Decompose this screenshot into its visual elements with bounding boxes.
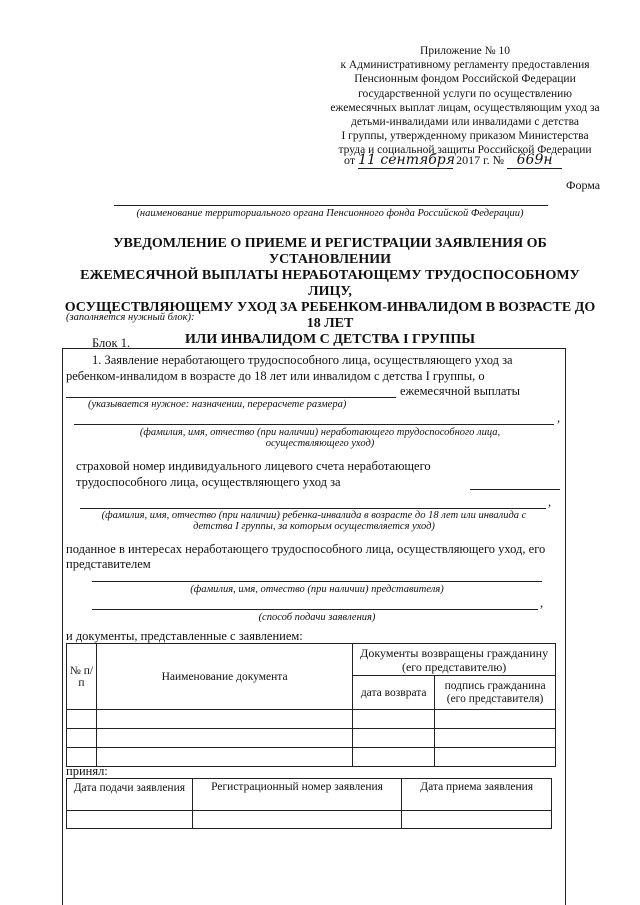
org-name-caption: (наименование территориального органа Пенсионного фонда Российской Федерации) xyxy=(136,208,524,219)
child-name-line xyxy=(80,508,546,509)
submitted-line-a: поданное в интересах неработающего трудоспособного лица, осуществляющего уход, его xyxy=(66,542,546,556)
header-line: труда и социальной защиты Российской Федерации xyxy=(338,144,592,157)
appendix-header xyxy=(320,44,610,158)
comma: , xyxy=(557,411,561,425)
header-line: государственной услуги по осуществлению xyxy=(358,87,572,100)
table-cell[interactable] xyxy=(435,710,556,729)
block-label: Блок 1. xyxy=(92,336,131,350)
table-cell[interactable] xyxy=(67,811,193,829)
table-cell[interactable] xyxy=(96,710,352,729)
snils-line xyxy=(470,489,560,490)
column-header-document-name: Наименование документа xyxy=(96,644,352,710)
submission-method-caption: (способ подачи заявления) xyxy=(258,612,376,623)
block-frame-left xyxy=(62,348,63,905)
caption-line: осуществляющего уход) xyxy=(265,438,375,449)
submitted-line-b: представителем xyxy=(66,557,151,571)
documents-table xyxy=(66,643,556,767)
accepted-label: принял: xyxy=(66,764,108,778)
registration-table xyxy=(66,778,552,829)
snils-line-a: страховой номер индивидуального лицевого счета неработающего xyxy=(76,459,431,473)
block1-line2: ребенком-инвалидом в возрасте до 18 лет или инвалидом с детства I группы, о xyxy=(66,369,485,383)
title-line: ЕЖЕМЕСЯЧНОЙ ВЫПЛАТЫ НЕРАБОТАЮЩЕМУ ТРУДОСПОСОБНОМУ ЛИЦУ, xyxy=(80,268,580,299)
document-title xyxy=(60,236,600,348)
order-date-line xyxy=(344,152,562,169)
date-prefix: от xyxy=(344,153,356,167)
block1-line1: 1. Заявление неработающего трудоспособного лица, осуществляющего уход за xyxy=(92,353,513,367)
caption-line: (фамилия, имя, отчество (при наличии) неработающего трудоспособного лица, xyxy=(139,427,501,438)
column-header-return-date: дата возврата xyxy=(353,676,435,710)
caregiver-name-line xyxy=(74,424,554,425)
payment-type-line xyxy=(66,397,396,398)
table-cell[interactable] xyxy=(67,729,97,748)
table-cell[interactable] xyxy=(67,710,97,729)
representative-name-caption: (фамилия, имя, отчество (при наличии) представителя) xyxy=(190,584,444,595)
table-cell[interactable] xyxy=(435,748,556,767)
fill-note: (заполняется нужный блок): xyxy=(66,312,195,323)
handwritten-number: 669н xyxy=(516,152,553,168)
documents-intro: и документы, представленные с заявлением: xyxy=(66,629,303,643)
table-cell[interactable] xyxy=(353,748,435,767)
payment-type-caption: (указывается нужное: назначении, перерасчете размера) xyxy=(88,399,347,410)
column-header-submit-date: Дата подачи заявления xyxy=(67,779,193,811)
form-label: Форма xyxy=(566,178,601,192)
child-name-caption xyxy=(66,510,562,532)
block1-line3-tail: ежемесячной выплаты xyxy=(400,384,520,398)
block-frame-top xyxy=(62,348,565,349)
header-line: детьми-инвалидами или инвалидами с детства xyxy=(351,116,579,129)
column-header-registration-number: Регистрационный номер заявления xyxy=(192,779,402,811)
comma: , xyxy=(548,495,552,509)
column-header-signature: подпись гражданина (его представителя) xyxy=(435,676,556,710)
header-line: Пенсионным фондом Российской Федерации xyxy=(354,73,576,86)
comma: , xyxy=(540,596,544,610)
submission-method-line xyxy=(92,609,538,610)
caregiver-name-caption xyxy=(70,427,570,449)
title-line: ОСУЩЕСТВЛЯЮЩЕМУ УХОД ЗА РЕБЕНКОМ-ИНВАЛИДОМ В ВОЗРАСТЕ ДО 18 ЛЕТ xyxy=(64,300,596,331)
column-header-accept-date: Дата приема заявления xyxy=(402,779,552,811)
caption-line: (фамилия, имя, отчество (при наличии) ребенка-инвалида в возрасте до 18 лет или инвалида с xyxy=(101,510,527,521)
title-line: УВЕДОМЛЕНИЕ О ПРИЕМЕ И РЕГИСТРАЦИИ ЗАЯВЛЕНИЯ ОБ УСТАНОВЛЕНИИ xyxy=(113,236,547,267)
column-header-number: № п/п xyxy=(67,644,97,710)
table-cell[interactable] xyxy=(353,710,435,729)
header-line: I группы, утвержденному приказом Министерства xyxy=(341,130,589,143)
table-row xyxy=(67,710,556,729)
handwritten-date: 11 сентября xyxy=(358,152,456,168)
header-line: ежемесячных выплат лицам, осуществляющим уход за xyxy=(330,101,600,114)
org-name-line xyxy=(114,205,548,206)
year-text: 2017 г. № xyxy=(456,153,505,167)
table-cell[interactable] xyxy=(96,729,352,748)
representative-name-line xyxy=(92,581,542,582)
table-cell[interactable] xyxy=(353,729,435,748)
column-header-returned: Документы возвращены гражданину (его представителю) xyxy=(353,644,556,676)
table-cell[interactable] xyxy=(192,811,402,829)
table-cell[interactable] xyxy=(435,729,556,748)
snils-line-b: трудоспособного лица, осуществляющего уход за xyxy=(76,475,341,489)
table-cell[interactable] xyxy=(402,811,552,829)
caption-line: детства I группы, за которым осуществляется уход) xyxy=(193,521,435,532)
table-cell[interactable] xyxy=(96,748,352,767)
table-row xyxy=(67,748,556,767)
header-line: Приложение № 10 xyxy=(420,45,510,57)
title-line: ИЛИ ИНВАЛИДОМ С ДЕТСТВА I ГРУППЫ xyxy=(185,332,475,347)
header-line: к Административному регламенту предоставления xyxy=(340,59,590,72)
table-row xyxy=(67,811,552,829)
table-row xyxy=(67,729,556,748)
